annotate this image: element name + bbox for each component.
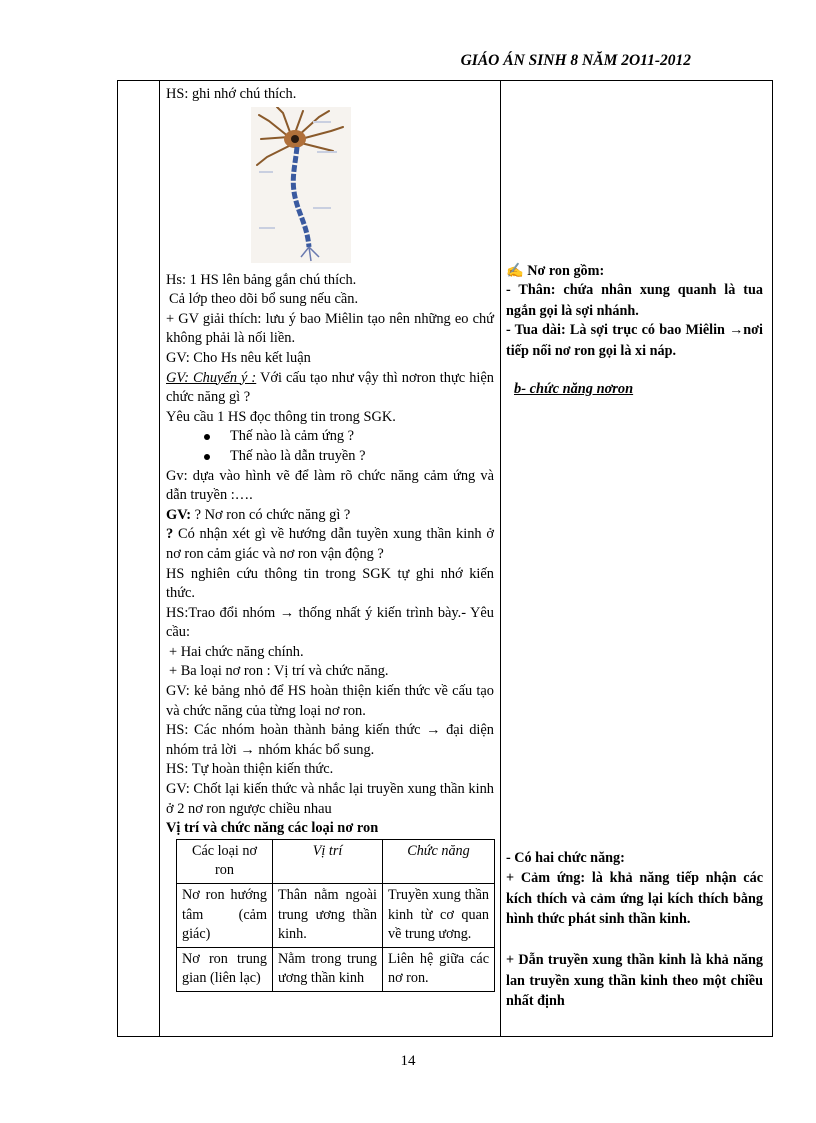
neuron-diagram [251,107,351,263]
activity-text: Có nhận xét gì về hướng dẫn tuyền xung thần kinh ở nơ ron cảm giác và nơ ron vận động ? [166,526,494,562]
activity-line: HS: ghi nhớ chú thích. [166,86,297,102]
table-cell: Liên hệ giữa các nơ ron. [383,947,495,991]
teacher-student-activity-column [166,85,494,992]
activity-line [166,506,494,526]
table-cell: Truyền xung thần kinh từ cơ quan về trung ương. [383,884,495,948]
activity-line: GV: kẻ bảng nhỏ để HS hoàn thiện kiến thức về cấu tạo và chức năng của từng loại nơ ron. [166,683,494,719]
table-header-cell: Các loại nơ ron [177,839,273,883]
question-mark: ? [166,526,174,543]
page-number: 14 [400,1053,416,1069]
activity-line: HS: Các nhóm hoàn thành bảng kiến thức → đại diện nhóm trả lời → nhóm khác bổ sung. [166,722,494,758]
writing-hand-icon: ✍ [506,263,524,279]
activity-line: + GV giải thích: lưu ý bao Miêlin tạo nên những eo chứ không phải là nối liền. [166,310,494,347]
notes-line: + Dẫn truyền xung thần kinh là khả năng lan truyền xung thần kinh theo một chiều nhất định [506,952,763,1009]
lesson-table [117,80,773,1037]
activity-line [166,369,494,408]
table-row [177,947,495,991]
notes-line: - Có hai chức năng: [506,850,625,866]
activity-line: GV: Cho Hs nêu kết luận [166,349,311,366]
activity-line: Gv: dựa vào hình vẽ để làm rõ chức năng cảm ứng và dẫn truyền :…. [166,467,494,504]
table-row [177,884,495,948]
table-cell: Nơ ron trung gian (liên lạc) [177,947,273,991]
column-divider [159,81,160,1036]
page-header: GIÁO ÁN SINH 8 NĂM 2O11-2012 [460,52,691,69]
notes-line: + Cảm ứng: là khả năng tiếp nhận các kích thích và cảm ứng lại kích thích bằng hình thức phát sinh thần kinh. [506,870,763,927]
notes-line [506,261,763,282]
activity-line: HS:Trao đổi nhóm → thống nhất ý kiến trình bày.- Yêu cầu: [166,604,494,641]
activity-line: GV: Chốt lại kiến thức và nhắc lại truyền xung thần kinh ở 2 nơ ron ngược chiều nhau [166,781,494,817]
table-header-cell: Chức năng [383,839,495,883]
bullet-item: Thế nào là cảm ứng ? [166,427,494,447]
activity-text: Với cấu tạo như vậy thì nơron thực hiện chức năng gì ? [166,369,494,406]
table-title: Vị trí và chức năng các loại nơ ron [166,820,379,837]
activity-text: ? Nơ ron có chức năng gì ? [191,506,351,523]
section-heading: b- chức năng nơron [514,381,634,397]
table-cell: Thân nằm ngoài trung ương thần kinh. [273,884,383,948]
table-cell: Nơ ron hướng tâm (cảm giác) [177,884,273,948]
activity-line: + Ba loại nơ ron : Vị trí và chức năng. [169,663,389,680]
activity-line [166,525,494,564]
notes-line: - Tua dài: Là sợi trục có bao Miêlin →nơi tiếp nối nơ ron gọi là xi náp. [506,322,763,359]
table-header-row [177,839,495,883]
notes-line: - Thân: chứa nhân xung quanh là tua ngắn gọi là sợi nhánh. [506,282,763,319]
activity-line: Yêu cầu 1 HS đọc thông tin trong SGK. [166,408,396,425]
notes-text: Nơ ron gồm: [527,263,605,279]
bullet-item: Thế nào là dẫn truyền ? [166,447,494,467]
column-divider [500,81,501,1036]
table-cell: Nằm trong trung ương thần kinh [273,947,383,991]
activity-line: Cả lớp theo dõi bổ sung nếu cần. [169,291,359,308]
activity-line: HS nghiên cứu thông tin trong SGK tự ghi nhớ kiến thức. [166,565,494,602]
teacher-label: GV: [166,506,192,523]
activity-line: Hs: 1 HS lên bảng gắn chú thích. [166,271,357,288]
neuron-types-table [176,839,495,992]
activity-line: HS: Tự hoàn thiện kiến thức. [166,761,334,778]
activity-line: + Hai chức năng chính. [169,643,304,660]
transition-label: GV: Chuyển ý : [166,369,257,386]
table-header-cell: Vị trí [273,839,383,883]
